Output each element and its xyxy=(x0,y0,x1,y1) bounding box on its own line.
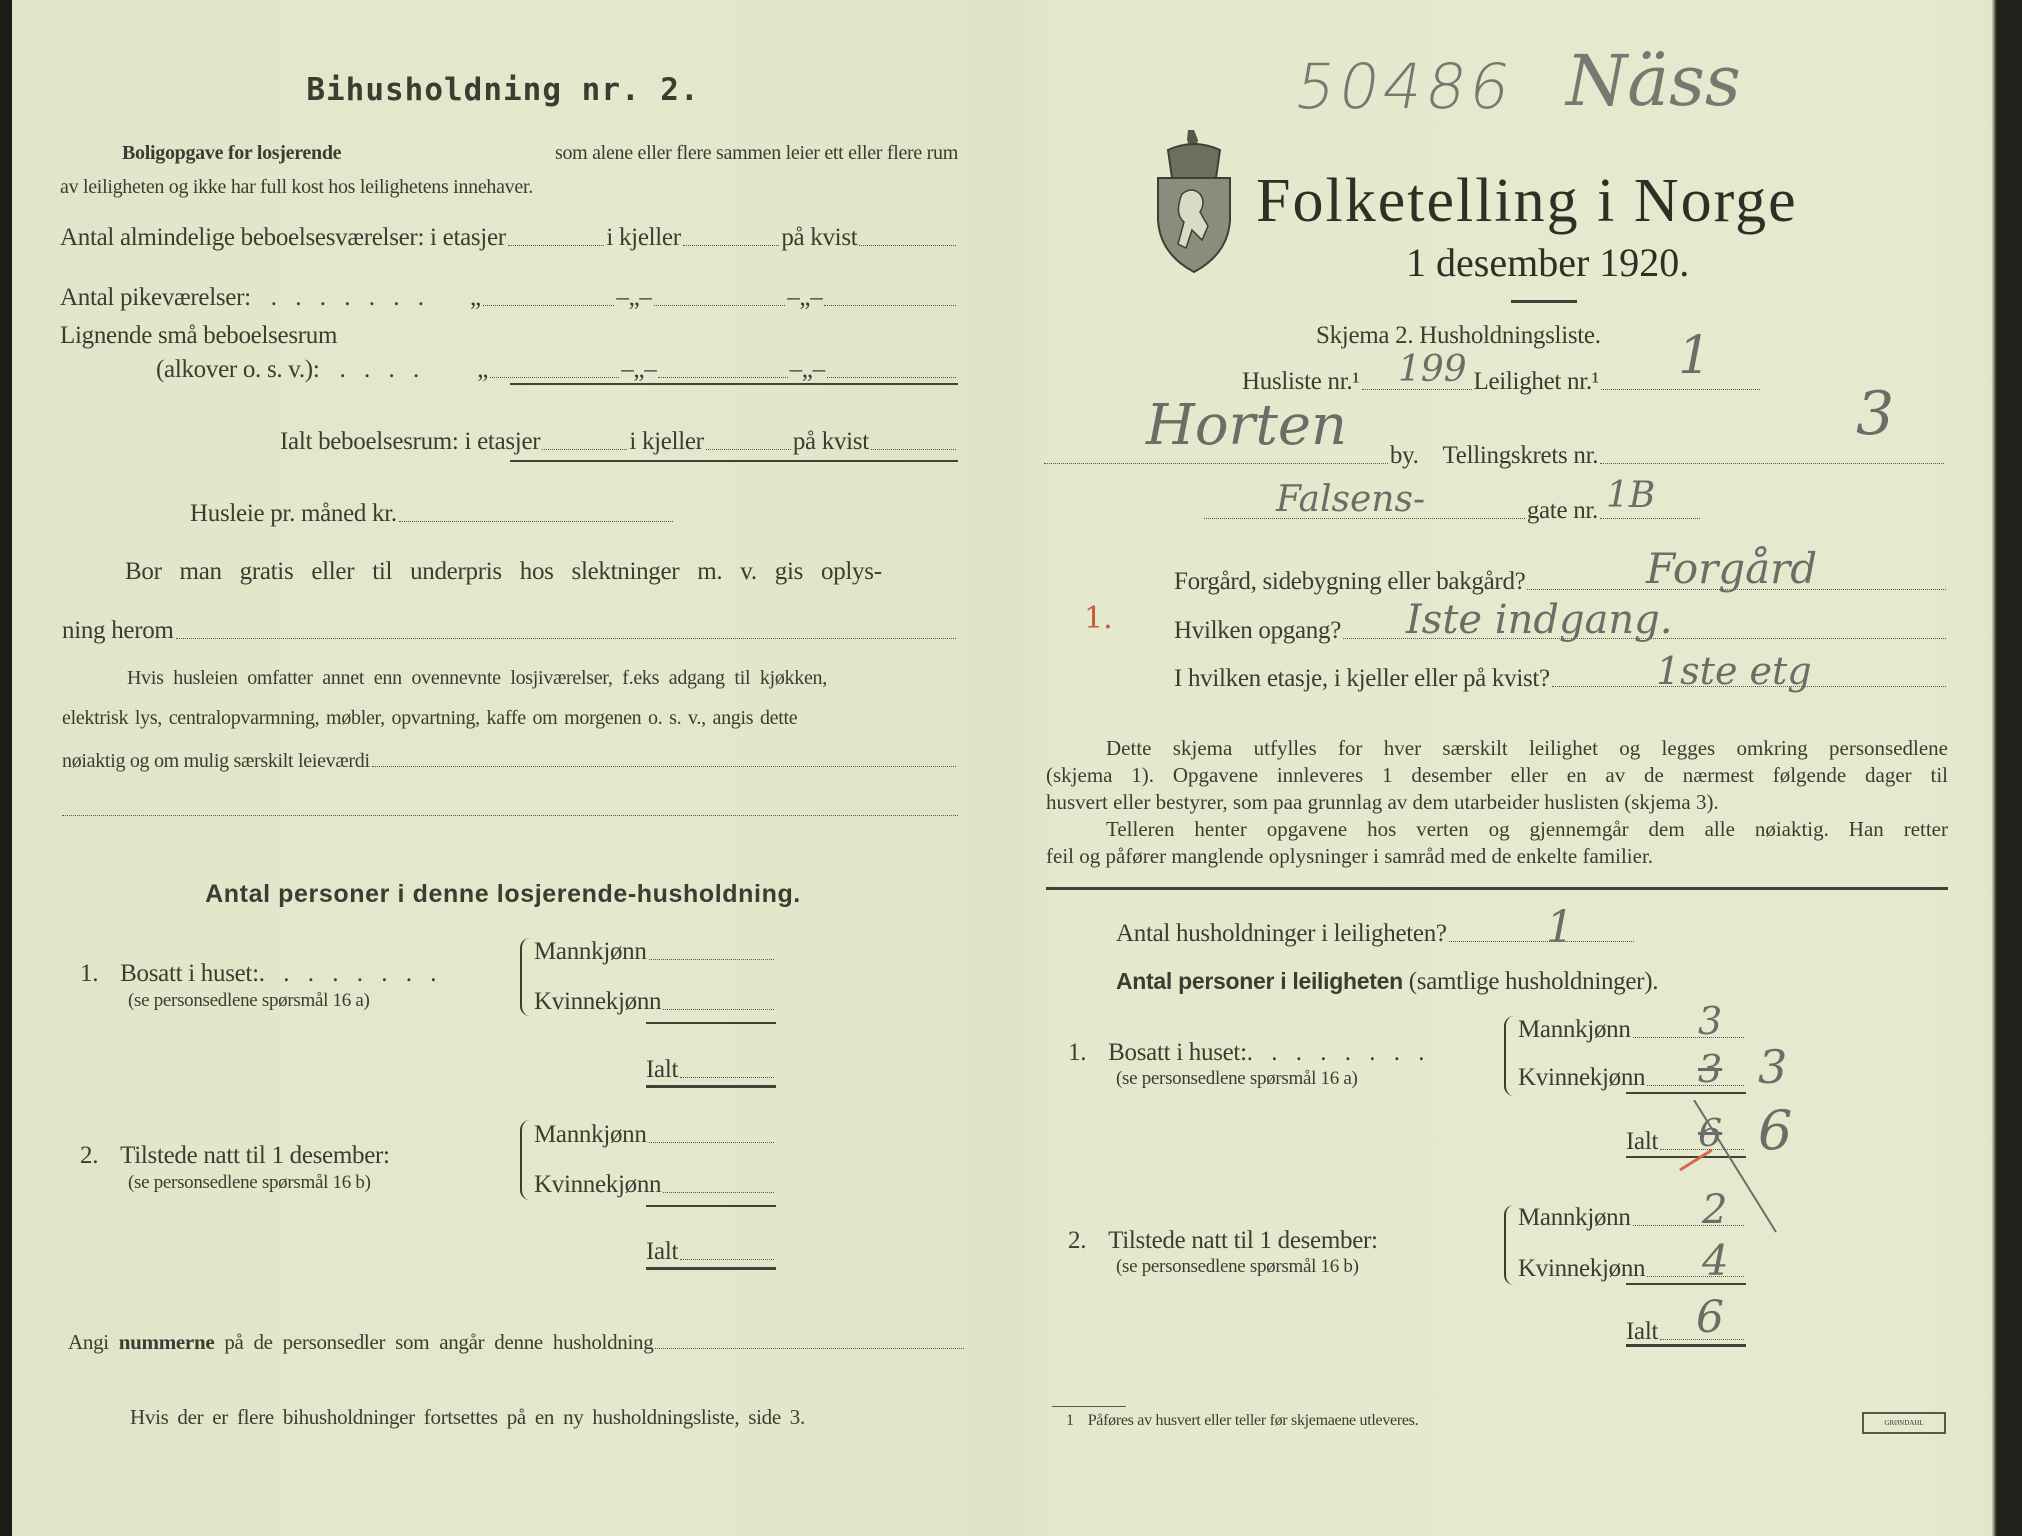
kvist-label: på kvist xyxy=(781,224,858,251)
krets-label: Tellingskrets nr. xyxy=(1442,442,1599,469)
ditto-mark: –„– xyxy=(621,356,657,383)
brace xyxy=(520,938,530,1016)
q2-number: 2. xyxy=(80,1142,99,1169)
kvist-field[interactable] xyxy=(859,244,956,246)
hvis-line-1: Hvis husleien omfatter annet enn ovennevnte losjiværelser, f.eks adgang til kjøkken, xyxy=(127,667,827,689)
pike-kvist-field[interactable] xyxy=(824,304,956,306)
q2-kvinne-row xyxy=(534,1171,776,1199)
forgaard-value: Forgård xyxy=(1646,544,1818,593)
ialt-etasjer-field[interactable] xyxy=(542,448,627,450)
rooms-row xyxy=(60,224,958,252)
ditto-mark: –„– xyxy=(616,284,652,311)
sum-rule xyxy=(646,1267,776,1270)
footnote xyxy=(1066,1412,1418,1430)
printer-stamp: GRØNDAHL xyxy=(1862,1412,1946,1434)
q2-mann-row xyxy=(534,1121,776,1149)
q1-row xyxy=(1068,1039,1430,1067)
q1-number: 1. xyxy=(1068,1039,1087,1066)
households-value: 1 xyxy=(1546,902,1574,953)
ialt-label: Ialt xyxy=(1626,1318,1659,1345)
q2-mann-field[interactable] xyxy=(649,1141,774,1143)
q1-mann-field[interactable] xyxy=(1633,1036,1744,1038)
persons-rest: (samtlige husholdninger). xyxy=(1408,968,1659,995)
footnote-rule xyxy=(1052,1406,1126,1407)
instr-line: feil og påfører manglende oplysninger i samråd med de enkelte familier. xyxy=(1046,844,1654,868)
q2-ialt-row xyxy=(646,1238,776,1266)
persons-bold: Antal personer i leiligheten xyxy=(1116,968,1403,994)
title-rule xyxy=(1511,300,1577,303)
gate-label: gate nr. xyxy=(1526,497,1598,524)
persons-row xyxy=(1116,968,1658,996)
angi-rest: på de personsedler som angår denne husholdning xyxy=(224,1330,654,1354)
sum-rule xyxy=(1626,1344,1746,1347)
bor-text-2: ning herom xyxy=(62,617,174,644)
leilighet-label: Leilighet nr.¹ xyxy=(1473,368,1599,395)
q2-sub: (se personsedlene spørsmål 16 b) xyxy=(1116,1256,1359,1277)
pike-row xyxy=(60,284,958,312)
instr-line: Telleren henter opgavene hos verten og gjennemgår dem alle nøiaktig. Han retter xyxy=(1106,817,1948,841)
q1-number: 1. xyxy=(80,960,99,987)
bor-line-1 xyxy=(125,558,958,586)
angi-pre: Angi xyxy=(68,1330,109,1354)
angi-bold: nummerne xyxy=(118,1330,215,1354)
etasje-label: I hvilken etasje, i kjeller eller på kvist? xyxy=(1174,665,1550,692)
mann-label: Mannkjønn xyxy=(1518,1016,1631,1043)
q2-kvinne-field[interactable] xyxy=(663,1191,774,1193)
gate-nr-value: 1B xyxy=(1606,475,1656,516)
households-field[interactable] xyxy=(1449,940,1634,942)
archive-number: 50486 xyxy=(1289,50,1520,123)
left-page-bihusholdning xyxy=(0,0,1006,1536)
husleie-field[interactable] xyxy=(399,520,673,522)
q2-ialt-value: 6 xyxy=(1696,1292,1724,1343)
pike-etasjer-field[interactable] xyxy=(483,304,615,306)
intro-line-1 xyxy=(60,142,958,165)
gate-nr-field[interactable] xyxy=(1600,517,1700,519)
angi-row xyxy=(68,1330,966,1355)
households-label: Antal husholdninger i leiligheten? xyxy=(1116,920,1447,947)
q2-number: 2. xyxy=(1068,1227,1087,1254)
q1-kvinne-field[interactable] xyxy=(663,1008,774,1010)
sum-rule xyxy=(646,1022,776,1024)
kvinne-label: Kvinnekjønn xyxy=(534,988,662,1015)
by-value: Horten xyxy=(1146,393,1348,458)
q2-ialt-field[interactable] xyxy=(680,1258,774,1260)
q1-ialt-field[interactable] xyxy=(680,1076,774,1078)
q2-row xyxy=(80,1142,390,1170)
by-field[interactable] xyxy=(1044,462,1388,464)
kvinne-label: Kvinnekjønn xyxy=(1518,1064,1646,1091)
etasjer-field[interactable] xyxy=(508,244,605,246)
section-rule xyxy=(1046,887,1948,890)
q1-ialt-corrected: 6 xyxy=(1758,1099,1793,1162)
q2-ialt-row xyxy=(1626,1318,1746,1346)
husliste-label: Husliste nr.¹ xyxy=(1242,368,1360,395)
forgaard-label: Forgård, sidebygning eller bakgård? xyxy=(1174,568,1526,595)
instr-line: Dette skjema utfylles for hver særskilt leilighet og legges omkring personsedlene xyxy=(1106,736,1948,760)
alkover-kjeller-field[interactable] xyxy=(658,376,787,378)
q1-mann-value: 3 xyxy=(1698,999,1723,1043)
instr-line: husvert eller bestyrer, som paa grunnlag av dem utarbeider huslisten (skjema 3). xyxy=(1046,790,1719,814)
q1-kvinne-value-struck: 3 xyxy=(1698,1047,1723,1091)
q2-kvinne-field[interactable] xyxy=(1647,1275,1744,1277)
q2-label: Tilstede natt til 1 desember: xyxy=(1108,1227,1378,1254)
leieverdi-field-2[interactable] xyxy=(62,815,958,816)
ditto-mark: „ xyxy=(477,356,489,383)
etasjer-label: i etasjer xyxy=(464,428,541,455)
intro-rest: som alene eller flere sammen leier ett eller flere rum xyxy=(554,142,958,164)
leader-dots: . . . . . . . . xyxy=(1246,1039,1431,1066)
ditto-mark: –„– xyxy=(789,356,825,383)
mann-label: Mannkjønn xyxy=(534,1121,647,1148)
husleie-row xyxy=(190,500,675,528)
footnote-text: Påføres av husvert eller teller før skjemaene utleveres. xyxy=(1087,1412,1419,1429)
ialt-kjeller-field[interactable] xyxy=(706,448,791,450)
kjeller-field[interactable] xyxy=(683,244,780,246)
bor-text: Bor man gratis eller til underpris hos slektninger m. v. gis oplys- xyxy=(125,558,882,585)
sum-rule xyxy=(510,460,958,462)
ialt-label: Ialt xyxy=(646,1238,679,1265)
kjeller-label: i kjeller xyxy=(629,428,704,455)
brace xyxy=(520,1120,530,1200)
ialt-rooms-label: Ialt beboelsesrum: xyxy=(280,428,459,455)
pike-label: Antal pikeværelser: xyxy=(60,284,251,311)
brace xyxy=(1504,1205,1514,1285)
leieverdi-label: nøiaktig og om mulig særskilt leieværdi xyxy=(62,750,370,772)
sum-rule xyxy=(1626,1092,1746,1094)
mann-label: Mannkjønn xyxy=(1518,1204,1631,1231)
q1-sub: (se personsedlene spørsmål 16 a) xyxy=(128,990,370,1011)
ialt-label: Ialt xyxy=(1626,1128,1659,1155)
schema-label: Skjema 2. Husholdningsliste. xyxy=(1316,322,1601,349)
leader-dots: . . . . . . . . xyxy=(258,960,443,987)
ialt-label: Ialt xyxy=(646,1056,679,1083)
kjeller-label: i kjeller xyxy=(606,224,681,251)
opgang-value: Iste indgang. xyxy=(1406,597,1673,643)
leilighet-field[interactable] xyxy=(1601,388,1760,390)
husleie-label: Husleie pr. måned kr. xyxy=(190,500,397,527)
intro-line-2: av leiligheten og ikke har full kost hos leilighetens innehaver. xyxy=(60,176,533,198)
etasje-row xyxy=(1174,665,1948,693)
by-label: by. xyxy=(1389,442,1419,469)
alkover-row xyxy=(156,356,958,384)
brace xyxy=(1504,1016,1514,1096)
ditto-mark: –„– xyxy=(787,284,823,311)
alkover-label: (alkover o. s. v.): xyxy=(156,356,320,383)
q1-ialt-value-struck: 6 xyxy=(1698,1111,1723,1155)
q2-sub: (se personsedlene spørsmål 16 b) xyxy=(128,1172,371,1193)
norwegian-coat-of-arms-icon xyxy=(1154,128,1234,274)
alkover-etasjer-field[interactable] xyxy=(490,376,619,378)
q2-mann-value: 2 xyxy=(1702,1187,1728,1233)
q1-row xyxy=(80,960,442,988)
ditto-mark: „ xyxy=(470,284,481,311)
leieverdi-field[interactable] xyxy=(372,765,956,767)
leader-dots: . . . . . . . xyxy=(270,284,431,311)
hvis-line-3 xyxy=(62,750,958,773)
husliste-value: 199 xyxy=(1398,349,1467,390)
q2-kvinne-value: 4 xyxy=(1702,1236,1729,1285)
krets-field[interactable] xyxy=(1600,462,1944,464)
q1-kvinne-field[interactable] xyxy=(1647,1084,1744,1086)
ialt-kvist-field[interactable] xyxy=(871,448,956,450)
left-title: Bihusholdning nr. 2. xyxy=(306,72,700,108)
q1-label: Bosatt i huset: xyxy=(1108,1039,1247,1066)
archive-name: Näss xyxy=(1566,40,1741,122)
persons-heading: Antal personer i denne losjerende-husholdning. xyxy=(205,880,801,908)
alkover-kvist-field[interactable] xyxy=(827,376,956,378)
herom-field[interactable] xyxy=(176,637,956,639)
sum-rule xyxy=(646,1205,776,1207)
footnote-number: 1 xyxy=(1066,1412,1074,1429)
instructions xyxy=(1046,735,1948,870)
leilighet-value: 1 xyxy=(1678,326,1712,386)
census-date: 1 desember 1920. xyxy=(1406,240,1690,285)
forgaard-row xyxy=(1174,568,1948,596)
bor-line-2 xyxy=(62,617,958,645)
opgang-label: Hvilken opgang? xyxy=(1174,617,1341,644)
lignende-label: Lignende små beboelsesrum xyxy=(60,322,338,349)
sum-rule xyxy=(510,383,958,385)
kvinne-label: Kvinnekjønn xyxy=(1518,1255,1646,1282)
q1-mann-row xyxy=(534,938,776,966)
instr-line: (skjema 1). Opgavene innleveres 1 desember eller en av de nærmest følgende dager til xyxy=(1046,763,1948,787)
q2-row xyxy=(1068,1227,1378,1255)
pike-kjeller-field[interactable] xyxy=(654,304,786,306)
leader-dots: . . . . xyxy=(339,356,426,383)
hvis-line-2: elektrisk lys, centralopvarmning, møbler, opvartning, kaffe om morgenen o. s. v., angis dette xyxy=(62,707,798,729)
kvinne-label: Kvinnekjønn xyxy=(534,1171,662,1198)
q1-sub: (se personsedlene spørsmål 16 a) xyxy=(1116,1068,1358,1089)
form-title: Folketelling i Norge xyxy=(1256,167,1798,235)
angi-field[interactable] xyxy=(655,1347,964,1349)
q1-ialt-row xyxy=(646,1056,776,1084)
etasje-value: 1ste etg xyxy=(1656,649,1812,693)
red-check-mark: 1. xyxy=(1084,601,1113,636)
ialt-rooms-row xyxy=(280,428,958,456)
q2-label: Tilstede natt til 1 desember: xyxy=(120,1142,390,1169)
q1-kvinne-corrected: 3 xyxy=(1758,1040,1788,1094)
q1-mann-field[interactable] xyxy=(649,958,774,960)
left-footer: Hvis der er flere bihusholdninger fortsettes på en ny husholdningsliste, side 3. xyxy=(130,1405,805,1429)
rooms-label: Antal almindelige beboelsesværelser: xyxy=(60,224,425,251)
q1-kvinne-row xyxy=(534,988,776,1016)
kvist-label: på kvist xyxy=(792,428,869,455)
mann-label: Mannkjønn xyxy=(534,938,647,965)
right-page-husholdningsliste xyxy=(1006,0,2022,1536)
krets-value: 3 xyxy=(1856,379,1895,449)
intro-bold: Boligopgave for losjerende xyxy=(122,142,342,164)
q1-label: Bosatt i huset: xyxy=(120,960,259,987)
etasjer-label: i etasjer xyxy=(430,224,506,251)
sum-rule xyxy=(646,1085,776,1088)
gate-value: Falsens- xyxy=(1276,479,1426,520)
